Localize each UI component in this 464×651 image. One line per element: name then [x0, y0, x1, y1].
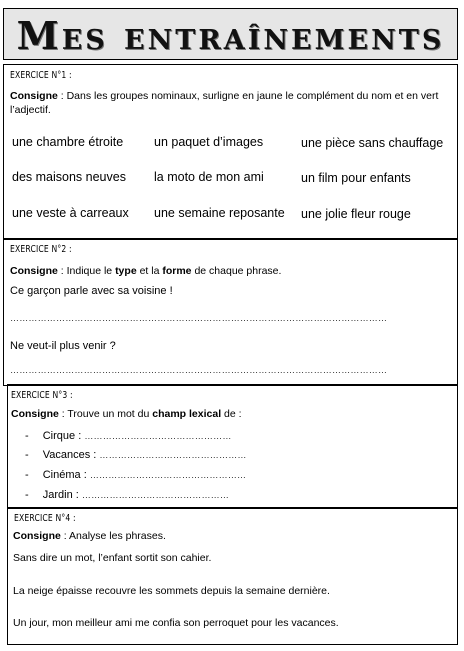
answer-dots[interactable]: …………………………………………	[81, 490, 230, 500]
bullet-dash: -	[25, 449, 29, 461]
theme-word: Cinéma :	[42, 469, 87, 481]
bullet-dash: -	[25, 430, 29, 442]
sentence-3: Un jour, mon meilleur ami me confia son perroquet pour les vacances.	[13, 617, 339, 629]
noun-group: une jolie fleur rouge	[301, 207, 411, 221]
theme-word: Jardin :	[42, 489, 79, 501]
noun-group: une veste à carreaux	[12, 206, 129, 220]
noun-group: une chambre étroite	[12, 135, 124, 149]
instruction-text: : Indique le	[57, 265, 116, 277]
exercise-3-label: EXERCICE N°3 :	[11, 390, 73, 401]
instruction-text: de chaque phrase.	[191, 265, 282, 277]
instruction-keyword: Consigne	[11, 408, 59, 420]
list-item	[25, 430, 405, 442]
exercise-2	[3, 238, 458, 386]
theme-word: Vacances :	[42, 449, 97, 461]
noun-group: des maisons neuves	[12, 170, 126, 184]
instruction-keyword-form: forme	[162, 265, 192, 277]
instruction-text: et la	[136, 265, 163, 277]
instruction-keyword: Consigne	[10, 90, 58, 102]
exercise-4-label: EXERCICE N°4 :	[14, 513, 76, 524]
exercise-3-instruction	[11, 407, 451, 421]
sentence-2: La neige épaisse recouvre les sommets depuis la semaine dernière.	[13, 585, 330, 597]
answer-dots[interactable]: ……………………………………………	[89, 470, 247, 480]
answer-dots[interactable]: …………………………………………	[99, 450, 247, 460]
instruction-text: de :	[221, 408, 242, 420]
noun-group: un paquet d’images	[154, 135, 264, 149]
theme-word: Cirque :	[42, 430, 82, 442]
noun-group: la moto de mon ami	[154, 170, 264, 184]
instruction-text: : Trouve un mot du	[58, 408, 153, 420]
sentence-1: Sans dire un mot, l’enfant sortit son cahier.	[13, 552, 212, 564]
title-banner	[3, 8, 458, 60]
exercise-1-label: EXERCICE N°1 :	[10, 70, 72, 81]
sentence-1: Ce garçon parle avec sa voisine !	[10, 285, 173, 297]
exercise-2-label: EXERCICE N°2 :	[10, 244, 72, 255]
exercise-2-instruction	[10, 264, 450, 278]
noun-group: une pièce sans chauffage	[301, 136, 444, 150]
instruction-keyword-type: type	[115, 265, 137, 277]
instruction-keyword: Consigne	[10, 265, 58, 277]
page-title: Mes entraînements	[16, 13, 445, 58]
exercise-1-instruction	[10, 89, 450, 117]
instruction-text: : Analyse les phrases.	[60, 530, 166, 542]
exercise-3	[7, 384, 458, 509]
noun-group: un film pour enfants	[301, 171, 411, 185]
list-item	[25, 489, 405, 501]
answer-dots[interactable]: …………………………………………	[84, 431, 232, 441]
list-item	[25, 469, 405, 481]
instruction-keyword: Consigne	[13, 530, 61, 542]
bullet-dash: -	[25, 489, 29, 501]
bullet-dash: -	[25, 469, 29, 481]
instruction-text: : Dans les groupes nominaux, surligne en jaune le complément du nom et en vert l’adjectif.	[10, 90, 439, 116]
answer-line-2[interactable]: ……………………………………………………………………………………………………………	[10, 365, 388, 375]
noun-group: une semaine reposante	[154, 206, 285, 220]
answer-line-1[interactable]: ……………………………………………………………………………………………………………	[10, 313, 388, 323]
list-item	[25, 449, 405, 461]
exercise-1	[3, 64, 458, 240]
instruction-keyword-field: champ lexical	[152, 408, 222, 420]
exercise-4	[7, 507, 458, 645]
sentence-2: Ne veut-il plus venir ?	[10, 340, 116, 352]
exercise-4-instruction	[13, 529, 453, 543]
